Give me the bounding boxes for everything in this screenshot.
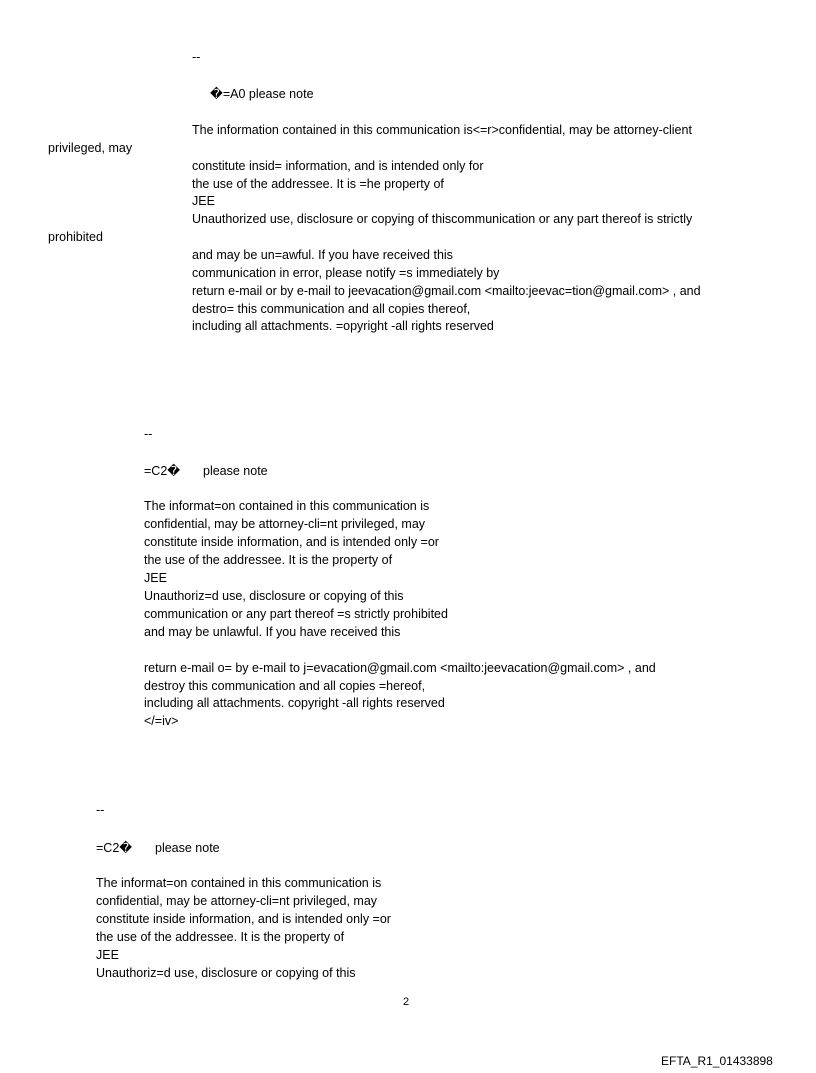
block2-line: </=iv>	[144, 714, 179, 728]
block2-line: Unauthoriz=d use, disclosure or copying of this	[144, 589, 404, 603]
block1-line: constitute insid= information, and is intended only for	[192, 159, 484, 173]
block2-dash: --	[144, 427, 153, 441]
block3-line: JEE	[96, 948, 119, 962]
block3-dash: --	[96, 803, 105, 817]
block3-line: confidential, may be attorney-cli=nt privileged, may	[96, 894, 378, 908]
block3-line: Unauthoriz=d use, disclosure or copying of this	[96, 966, 356, 980]
block3-line: the use of the addressee. It is the property of	[96, 930, 345, 944]
block3-line: The informat=on contained in this communication is	[96, 876, 382, 890]
block2-line: constitute inside information, and is intended only =or	[144, 535, 439, 549]
block2-note-prefix: =C2�	[144, 464, 181, 478]
document-id: EFTA_R1_01433898	[661, 1054, 773, 1068]
block1-dash: --	[192, 50, 201, 64]
block2-line: communication or any part thereof =s strictly prohibited	[144, 607, 448, 621]
block1-line: Unauthorized use, disclosure or copying of thiscommunication or any part thereof is strictly	[192, 212, 693, 226]
block2-line: The informat=on contained in this communication is	[144, 499, 430, 513]
block2-line: including all attachments. copyright -all rights reserved	[144, 696, 445, 710]
block1-line: privileged, may	[48, 141, 133, 155]
block1-line: prohibited	[48, 230, 103, 244]
block3-note-prefix: =C2�	[96, 841, 133, 855]
block1-line: including all attachments. =opyright -all rights reserved	[192, 319, 494, 333]
block2-line: destroy this communication and all copies =hereof,	[144, 679, 426, 693]
block3-note-text: please note	[155, 841, 220, 855]
block2-line: JEE	[144, 571, 167, 585]
block2-line: return e-mail o= by e-mail to j=evacation@gmail.com <mailto:jeevacation@gmail.com> , and	[144, 661, 656, 675]
block1-line: return e-mail or by e-mail to jeevacation@gmail.com <mailto:jeevac=tion@gmail.com> , and	[192, 284, 701, 298]
block1-line: JEE	[192, 194, 215, 208]
block2-note-text: please note	[203, 464, 268, 478]
block1-line: communication in error, please notify =s immediately by	[192, 266, 500, 280]
block2-line: confidential, may be attorney-cli=nt privileged, may	[144, 517, 426, 531]
block2-line: and may be unlawful. If you have received this	[144, 625, 401, 639]
block2-line: the use of the addressee. It is the property of	[144, 553, 393, 567]
block1-line: The information contained in this communication is<=r>confidential, may be attorney-client	[192, 123, 692, 137]
block1-note-heading: �=A0 please note	[210, 87, 314, 101]
block1-line: the use of the addressee. It is =he property of	[192, 177, 444, 191]
page-number: 2	[403, 996, 410, 1008]
block1-line: and may be un=awful. If you have received this	[192, 248, 453, 262]
block3-line: constitute inside information, and is intended only =or	[96, 912, 391, 926]
block1-line: destro= this communication and all copies thereof,	[192, 302, 471, 316]
